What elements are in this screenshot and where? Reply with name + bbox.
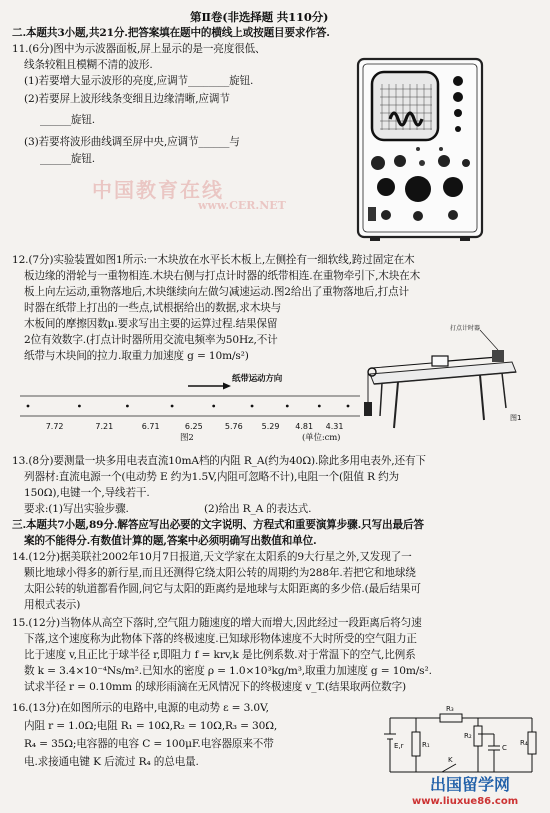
q16-line-2: 内阻 r = 1.0Ω;电阻 R₁ = 10Ω,R₂ = 10Ω,R₃ = 30Ω, bbox=[24, 720, 278, 732]
tape-dot bbox=[318, 405, 321, 408]
watermark-liuxue-cn: 出国留学网 bbox=[430, 775, 511, 794]
q15-line-4: 数 k = 3.4×10⁻⁴Ns/m².已知水的密度 ρ = 1.0×10³kg/m³,取重力加速度 g = 10m/s². bbox=[24, 665, 432, 677]
tape-dot bbox=[251, 405, 254, 408]
q14-line-2: 颗比地球小得多的新行星,而且还测得它绕太阳公转的周期约为288年.若把它和地球绕 bbox=[24, 567, 416, 579]
q12-line-1: 12.(7分)实验装置如图1所示:一木块放在水平长木板上,左侧拴有一细软线,跨过固定在木 bbox=[12, 254, 415, 266]
q13-line-4: 要求:(1)写出实验步骤. bbox=[24, 503, 129, 515]
q12-line-4: 时器在纸带上打出的一些点,试根据给出的数据,求木块与 bbox=[24, 302, 282, 314]
q16-line-4: 电.求接通电键 K 后流过 R₄ 的总电量. bbox=[24, 756, 199, 768]
q15-line-3: 比于速度 v,且正比于球半径 r,即阻力 f = krv,k 是比例系数.对于常温下的空气,比例系 bbox=[24, 649, 416, 661]
resistor-r4 bbox=[528, 732, 536, 754]
q12-line-3: 板上向左运动,重物落地后,木块继续向左做匀减速运动.图2给出了重物落地后,打点计 bbox=[24, 286, 409, 298]
resistor-r1 bbox=[412, 732, 420, 756]
tape-dot bbox=[286, 405, 289, 408]
q15-line-2: 下落,这个速度称为此物体下落的终极速度.已知球形物体速度不大时所受的空气阻力正 bbox=[24, 633, 417, 645]
tape-unit: (单位:cm) bbox=[302, 433, 341, 443]
q15-line-1: 15.(12分)当物体从高空下落时,空气阻力随速度的增大而增大,因此经过一段距离后将匀速 bbox=[12, 617, 422, 629]
tape-distance-label: 6.71 bbox=[141, 422, 160, 431]
q12-line-6: 2位有效数字.(打点计时器所用交流电频率为50Hz,不计 bbox=[24, 334, 278, 346]
label-r1: R₁ bbox=[422, 741, 430, 749]
apparatus-figure bbox=[360, 320, 520, 432]
section-3-line-1: 三.本题共7小题,89分.解答应写出必要的文字说明、方程式和重要演算步骤.只写出最后答 bbox=[12, 519, 424, 531]
watermark-liuxue-url: www.liuxue86.com bbox=[412, 796, 519, 807]
q11-line-7: ______旋钮. bbox=[40, 153, 95, 165]
tape-dot bbox=[78, 405, 81, 408]
q11-line-6: (3)若要将波形曲线调至屏中央,应调节______与 bbox=[24, 136, 240, 148]
section-2-instructions: 二.本题共3小题,共21分.把答案填在题中的横线上或按题目要求作答. bbox=[12, 27, 330, 39]
q16-line-3: R₄ = 35Ω;电容器的电容 C = 100μF.电容器原来不带 bbox=[24, 738, 274, 750]
fig2-caption: 图2 bbox=[180, 433, 194, 443]
label-c: C bbox=[502, 744, 507, 752]
tape-distance-label: 5.76 bbox=[224, 422, 243, 431]
tape-distance-label: 4.31 bbox=[325, 422, 344, 431]
label-er: E,r bbox=[394, 742, 404, 750]
q11-line-2: 线条较粗且模糊不清的波形. bbox=[24, 59, 153, 71]
circuit-diagram bbox=[382, 700, 542, 778]
q13-line-3: 150Ω),电键一个,导线若干. bbox=[24, 487, 150, 499]
q11-line-1: 11.(6分)图中为示波器面板,屏上显示的是一亮度很低、 bbox=[12, 43, 266, 55]
tape-distance-label: 6.25 bbox=[184, 422, 203, 431]
q12-line-5: 木板间的摩擦因数μ.要求写出主要的运算过程.结果保留 bbox=[24, 318, 278, 330]
label-r4: R₄ bbox=[520, 739, 528, 747]
tape-dot bbox=[27, 405, 30, 408]
tape-distance-label: 5.29 bbox=[261, 422, 280, 431]
q14-line-3: 太阳公转的轨道都看作圆,问它与太阳的距离约是地球与太阳距离的多少倍.(最后结果可 bbox=[24, 583, 421, 595]
tape-distance-label: 7.72 bbox=[45, 422, 64, 431]
q14-line-4: 用根式表示) bbox=[24, 599, 81, 611]
q11-line-5: ______旋钮. bbox=[40, 114, 95, 126]
tape-dot bbox=[171, 405, 174, 408]
q11-line-4: (2)若要屏上波形线条变细且边缘清晰,应调节 bbox=[24, 93, 230, 105]
part-title: 第Ⅱ卷(非选择题 共110分) bbox=[190, 10, 329, 24]
tape-dot bbox=[212, 405, 215, 408]
q13-line-4b: (2)给出 R_A 的表达式. bbox=[204, 503, 312, 515]
q12-line-7: 纸带与木块间的拉力.取重力加速度 g = 10m/s²) bbox=[24, 350, 249, 362]
q14-line-1: 14.(12分)据美联社2002年10月7日报道,天文学家在太阳系的9大行星之外,又发现了一 bbox=[12, 551, 412, 563]
q12-line-2: 板边缘的滑轮与一重物相连.木块右侧与打点计时器的纸带相连.在重物牵引下,木块在木 bbox=[24, 270, 421, 282]
fig1-caption: 图1 bbox=[510, 414, 522, 422]
tape-dot bbox=[126, 405, 129, 408]
tape-dot bbox=[347, 405, 350, 408]
label-r3: R₃ bbox=[446, 705, 454, 713]
q13-line-2: 列器材:直流电源一个(电动势 E 约为1.5V,内阻可忽略不计),电阻一个(阻值 R 约为 bbox=[24, 471, 399, 483]
resistor-r2 bbox=[474, 726, 482, 746]
tape-distance-label: 7.21 bbox=[95, 422, 114, 431]
tape-direction-label: 纸带运动方向 bbox=[232, 374, 283, 384]
watermark-cer-cn: 中国教育在线 bbox=[92, 178, 224, 202]
label-k: K bbox=[448, 756, 453, 764]
q13-line-1: 13.(8分)要测量一块多用电表直流10mA档的内阻 R_A(约为40Ω).除此多用电表外,还有下 bbox=[12, 455, 426, 467]
timer-label: 打点计时器 bbox=[450, 325, 481, 332]
resistor-r3 bbox=[440, 714, 462, 722]
section-3-line-2: 案的不能得分.有数值计算的题,答案中必须明确写出数值和单位. bbox=[24, 535, 317, 547]
q16-line-1: 16.(13分)在如图所示的电路中,电源的电动势 ε = 3.0V, bbox=[12, 702, 269, 714]
oscilloscope-figure bbox=[356, 57, 486, 242]
q11-line-3: (1)若要增大显示波形的亮度,应调节________旋钮. bbox=[24, 75, 254, 87]
label-r2: R₂ bbox=[464, 732, 472, 740]
switch-k bbox=[442, 764, 456, 772]
tape-distance-label: 4.81 bbox=[295, 422, 314, 431]
q15-line-5: 试求半径 r = 0.10mm 的球形雨滴在无风情况下的终极速度 v_T.(结果取两位数字) bbox=[24, 681, 407, 693]
watermark-cer-url: www.CER.NET bbox=[198, 199, 286, 212]
